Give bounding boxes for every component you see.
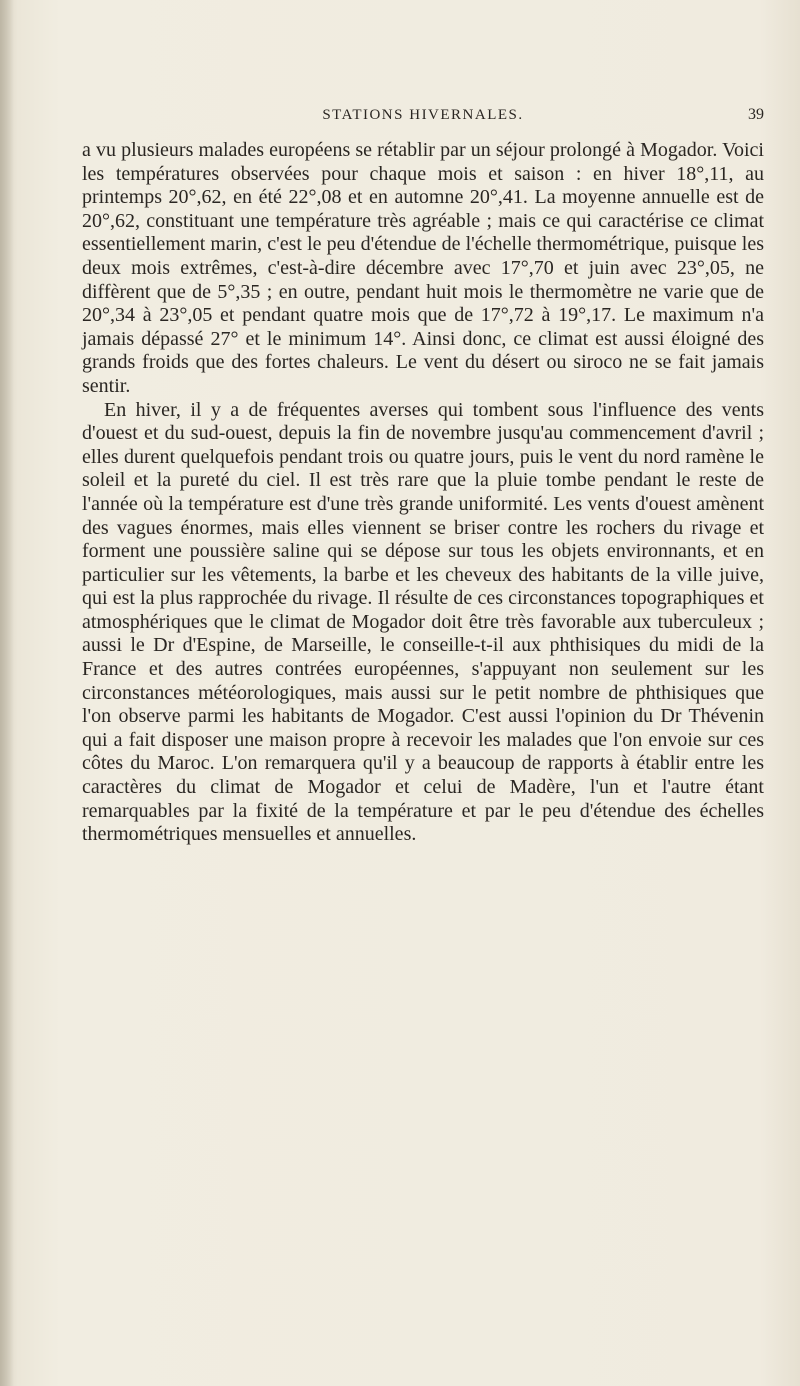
paragraph-1: a vu plusieurs malades européens se rétablir par un séjour prolongé à Mogador. Voici les températures observées pour chaque mois et saison : en hiver 18°,11, au printemps 20°,62, en été 22°,08 et en automne 20°,41. La moyenne annuelle est de 20°,62, constituant une température très agréable ; mais ce qui caractérise ce climat essentiellement marin, c'est le peu d'étendue de l'échelle thermométrique, puisque les deux mois extrêmes, c'est-à-dire décembre avec 17°,70 et juin avec 23°,05, ne diffèrent que de 5°,35 ; en outre, pendant huit mois le thermomètre ne varie que de 20°,34 à 23°,05 et pendant quatre mois que de 17°,72 à 19°,17. Le maximum n'a jamais dépassé 27° et le minimum 14°. Ainsi donc, ce climat est aussi éloigné des grands froids que des fortes chaleurs. Le vent du désert ou siroco ne se fait jamais sentir.: [82, 139, 764, 397]
body-text: [82, 139, 764, 847]
binding-shadow: [0, 0, 14, 1386]
page-header: [82, 104, 764, 126]
page-number: 39: [748, 106, 764, 123]
running-title: STATIONS HIVERNALES.: [322, 107, 524, 123]
paragraph-2: En hiver, il y a de fréquentes averses qui tombent sous l'influence des vents d'ouest et du sud-ouest, depuis la fin de novembre jusqu'au commencement d'avril ; elles durent quelquefois pendant trois ou quatre jours, puis le vent du nord ramène le soleil et la pureté du ciel. Il est très rare que la pluie tombe pendant le reste de l'année où la température est d'une très grande uniformité. Les vents d'ouest amènent des vagues énormes, mais elles viennent se briser contre les rochers du rivage et forment une poussière saline qui se dépose sur tous les objets environnants, et en particulier sur les vêtements, la barbe et les cheveux des habitants de la ville juive, qui est la plus rapprochée du rivage. Il résulte de ces circonstances topographiques et atmosphériques que le climat de Mogador doit être très favorable aux tuberculeux ; aussi le Dr d'Espine, de Marseille, le conseille-t-il aux phthisiques du midi de la France et des autres contrées européennes, s'appuyant non seulement sur les circonstances météorologiques, mais aussi sur le petit nombre de phthisiques que l'on observe parmi les habitants de Mogador. C'est aussi l'opinion du Dr Thévenin qui a fait disposer une maison propre à recevoir les malades que l'on envoie sur ces côtes du Maroc. L'on remarquera qu'il y a beaucoup de rapports à établir entre les caractères du climat de Mogador et celui de Madère, l'un et l'autre étant remarquables par la fixité de la température et par le peu d'étendue des échelles thermométriques mensuelles et annuelles.: [82, 398, 764, 846]
